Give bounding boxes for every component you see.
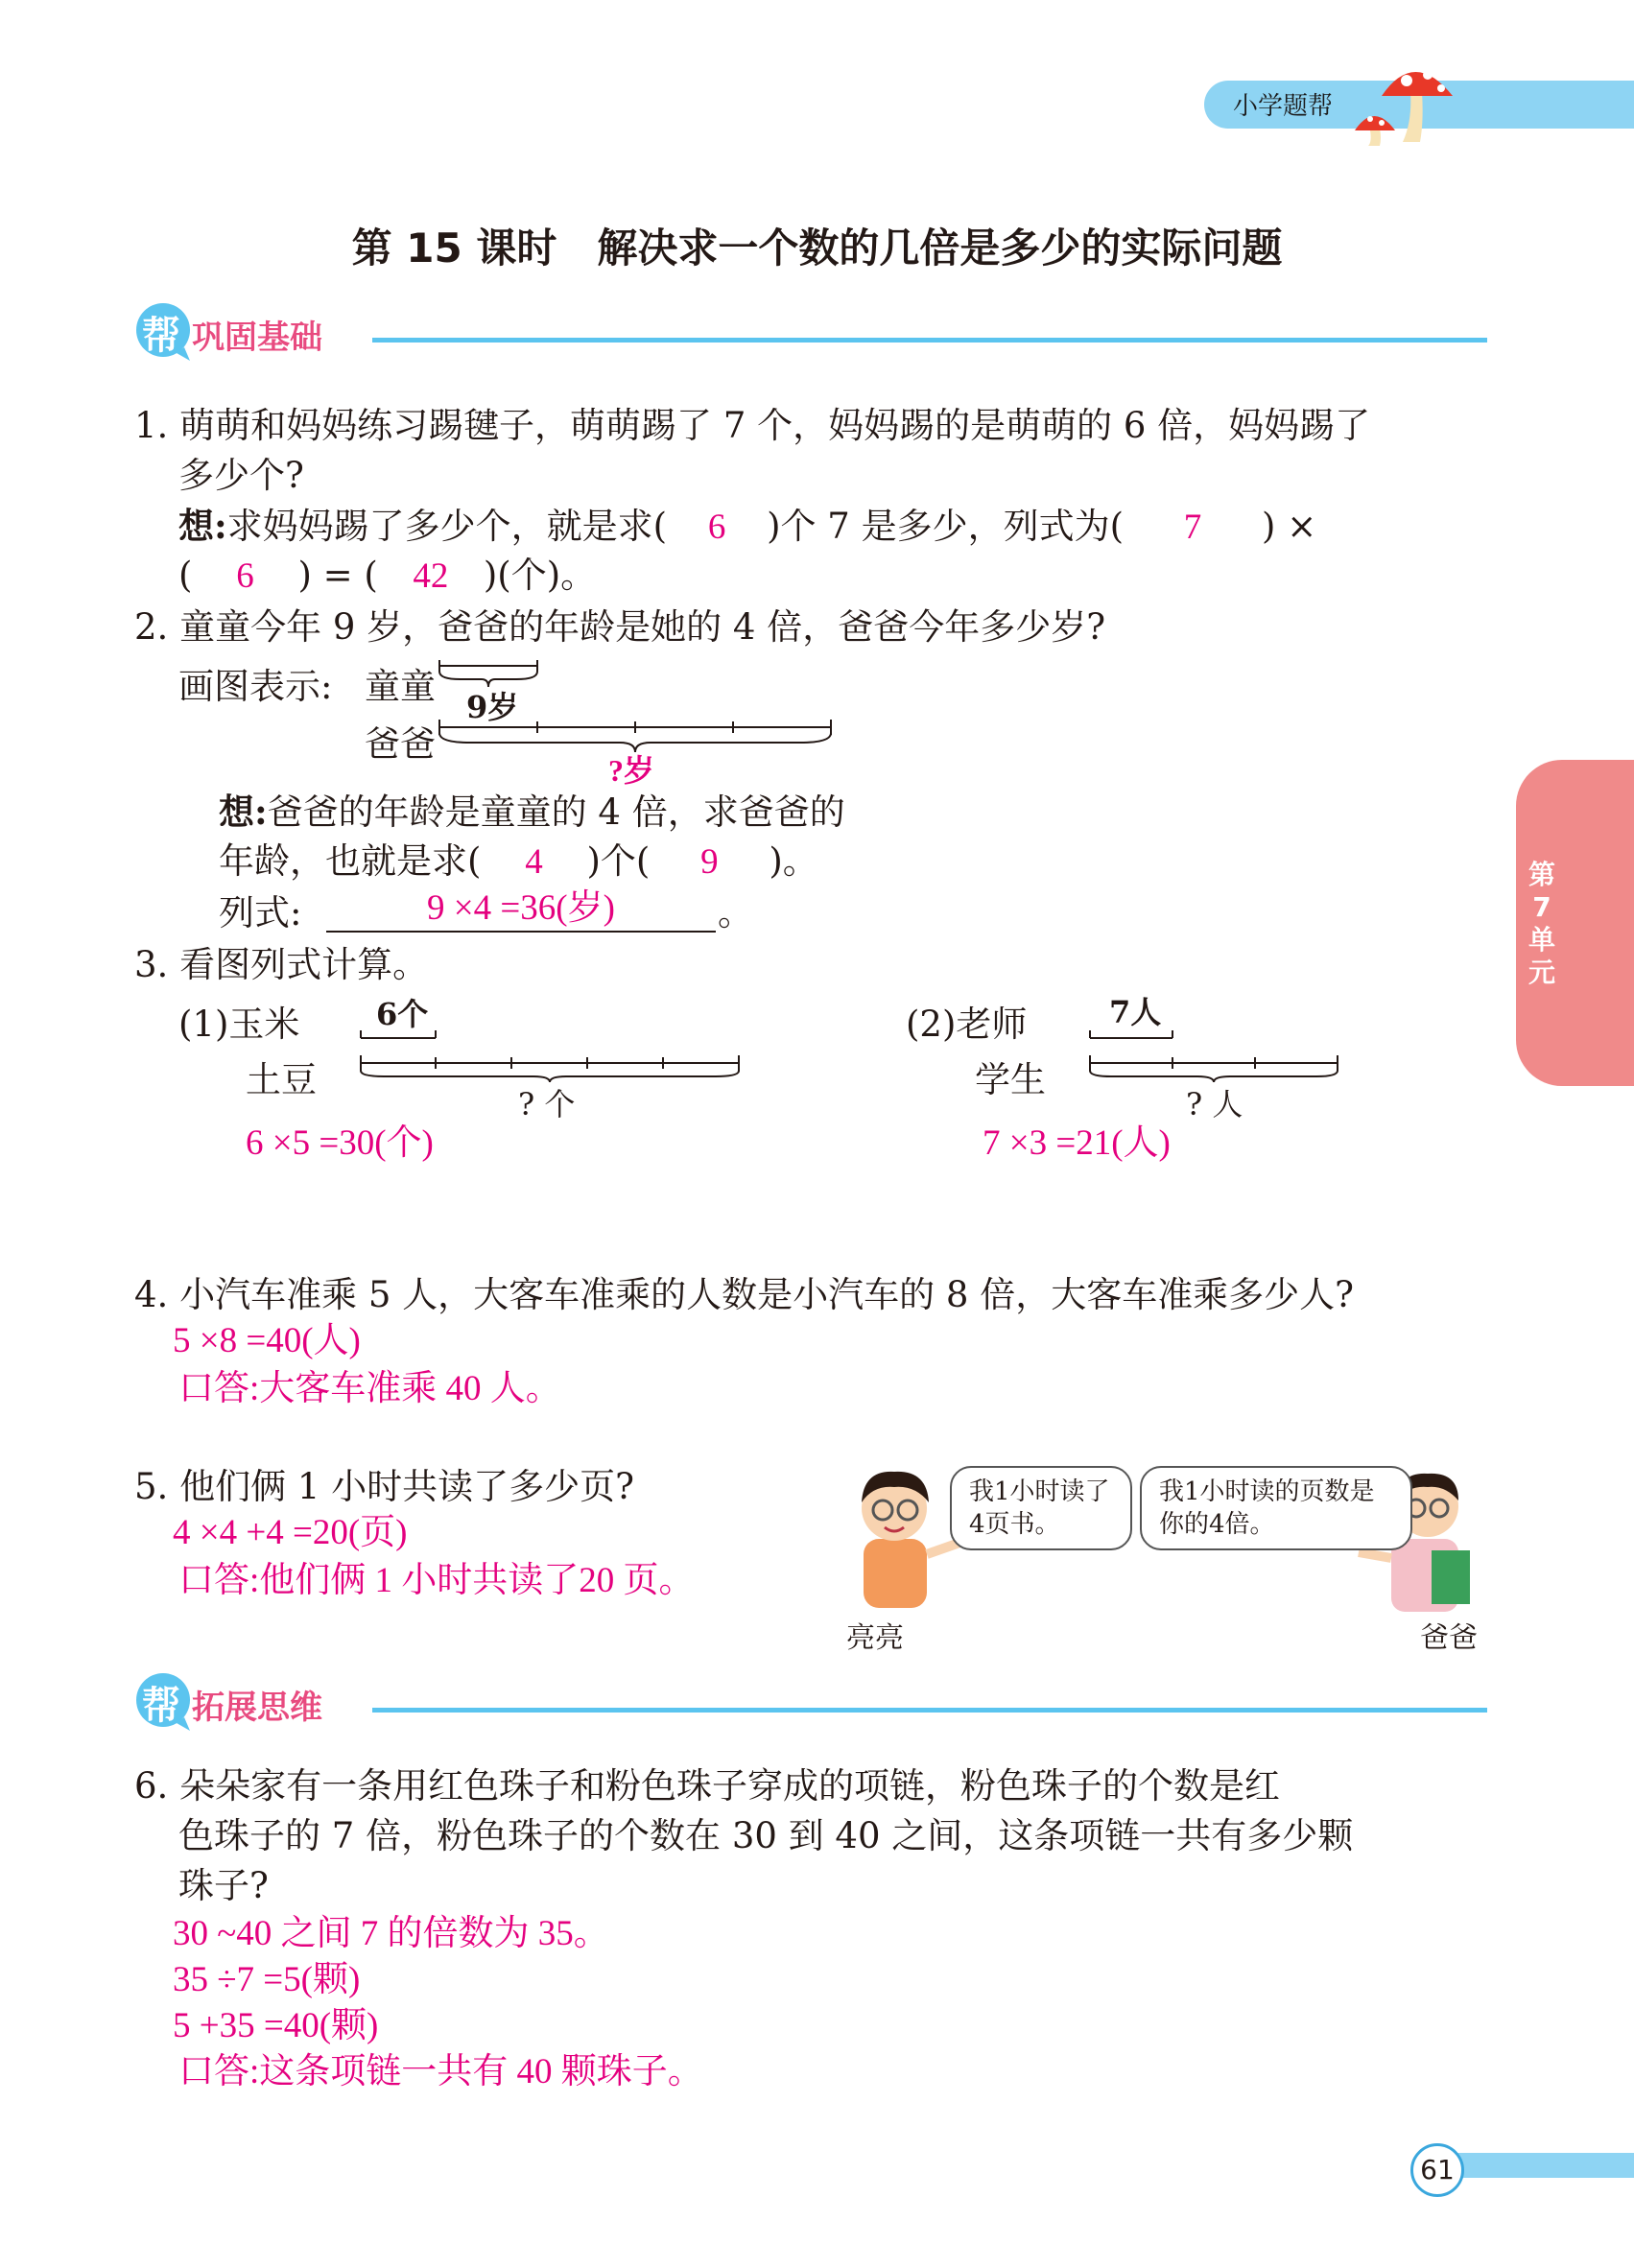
q6-line2: 色珠子的 7 倍，粉色珠子的个数在 30 到 40 之间，这条项链一共有多少颗: [178, 1815, 1354, 1856]
q2-top-label: 9岁: [466, 689, 519, 725]
q3-line1: 3. 看图列式计算。: [134, 944, 429, 985]
q3-p2-diagram: [1084, 1017, 1353, 1084]
q1-text-5: ) = (: [297, 555, 378, 596]
q6-answer-3: 5 +35 =40(颗): [173, 2006, 379, 2045]
q5-answer-1: 4 ×4 +4 =20(页): [173, 1513, 408, 1552]
section-basic-line: [372, 338, 1487, 343]
q2-think-text-1: 爸爸的年龄是童童的 4 倍，求爸爸的: [267, 791, 845, 833]
q1-answer-4: 42: [413, 556, 449, 596]
q2-formula-label: 列式:: [219, 892, 302, 933]
q1-text-4: (: [178, 555, 193, 596]
page-title: 第 15 课时 解决求一个数的几倍是多少的实际问题: [351, 224, 1283, 272]
bubble-baba: 我1小时读的页数是你的4倍。: [1140, 1466, 1412, 1550]
q1-line2: 多少个?: [178, 455, 304, 496]
q3-p1-top-label: 6个: [376, 996, 429, 1032]
q3-p1-label: (1)玉米: [178, 1004, 300, 1045]
q1-think-label: 想:: [178, 505, 227, 547]
q3-p2-bottom-label: ? 人: [1186, 1086, 1243, 1122]
q2-think-text-2a: 年龄，也就是求(: [219, 840, 482, 882]
q1-answer-1: 6: [707, 508, 726, 547]
name-baba: 爸爸: [1420, 1621, 1478, 1655]
q1-text-3: ) ×: [1262, 506, 1317, 547]
page-number: 61: [1410, 2143, 1464, 2197]
q3-p2-answer: 7 ×3 =21(人): [983, 1123, 1171, 1163]
q5-answer-2: 口答:他们俩 1 小时共读了20 页。: [178, 1561, 695, 1600]
q6-answer-1: 30 ~40 之间 7 的倍数为 35。: [173, 1914, 609, 1953]
q1-think-cont: [178, 551, 596, 602]
q2-think-text-2c: )。: [769, 840, 818, 882]
q5-line1: 5. 他们俩 1 小时共读了多少页?: [134, 1466, 634, 1507]
mushroom-icon: [1353, 54, 1458, 146]
q4-answer-2: 口答:大客车准乘 40 人。: [178, 1369, 561, 1408]
q3-p2-label: (2)老师: [906, 1004, 1028, 1045]
q2-answer-1: 4: [525, 842, 543, 882]
q1-answer-3: 6: [236, 556, 254, 596]
q2-formula-end: 。: [718, 892, 753, 933]
brand-label: 小学题帮: [1233, 92, 1334, 121]
bubble-liangliang: 我1小时读了4页书。: [950, 1466, 1132, 1550]
page-number-bar: [1439, 2153, 1634, 2178]
q4-line1: 4. 小汽车准乘 5 人，大客车准乘的人数是小汽车的 8 倍，大客车准乘多少人?: [134, 1274, 1355, 1315]
q3-p1-diagram: [355, 1017, 748, 1084]
q2-draw-label: 画图表示:: [178, 666, 333, 707]
q1-answer-2: 7: [1183, 508, 1202, 547]
q1-text-6: )(个)。: [483, 555, 597, 596]
q2-think-text-2b: )个(: [586, 840, 651, 882]
q2-row-tongtong: 童童: [365, 666, 436, 707]
q3-p2-row2: 学生: [975, 1059, 1046, 1100]
q2-answer-2: 9: [700, 842, 719, 882]
section-extend-label: 拓展思维: [192, 1689, 322, 1727]
q2-bottom-label: ?岁: [608, 753, 655, 788]
section-extend-line: [372, 1708, 1487, 1713]
q6-line3: 珠子?: [178, 1865, 269, 1906]
q2-formula: 9 ×4 =36(岁): [326, 886, 716, 933]
q4-answer-1: 5 ×8 =40(人): [173, 1321, 361, 1360]
section-basic-bang: 帮: [142, 314, 180, 358]
liangliang-illustration-icon: [835, 1458, 969, 1612]
q2-row-baba: 爸爸: [365, 723, 436, 765]
q3-p1-bottom-label: ? 个: [518, 1086, 576, 1122]
q6-answer-4: 口答:这条项链一共有 40 颗珠子。: [178, 2052, 703, 2091]
section-basic-label: 巩固基础: [192, 319, 322, 357]
q3-p2-top-label: 7人: [1109, 994, 1162, 1030]
q1-text-1: 求妈妈踢了多少个，就是求(: [226, 506, 668, 547]
name-liangliang: 亮亮: [846, 1621, 904, 1655]
q1-think: [178, 501, 1316, 553]
q2-think-2: [219, 837, 818, 887]
q1-line1: 1. 萌萌和妈妈练习踢毽子，萌萌踢了 7 个，妈妈踢的是萌萌的 6 倍，妈妈踢了: [134, 405, 1371, 446]
q6-answer-2: 35 ÷7 =5(颗): [173, 1960, 361, 1999]
q2-think-label: 想:: [219, 791, 268, 833]
section-extend-bang: 帮: [142, 1684, 180, 1728]
q6-line1: 6. 朵朵家有一条用红色珠子和粉色珠子穿成的项链，粉色珠子的个数是红: [134, 1765, 1281, 1807]
unit-side-label: 第7单元: [1527, 859, 1555, 988]
q3-p1-answer: 6 ×5 =30(个): [246, 1123, 434, 1163]
q1-text-2: )个 7 是多少，列式为(: [767, 506, 1125, 547]
q3-p1-row2: 土豆: [246, 1059, 317, 1100]
q2-line1: 2. 童童今年 9 岁，爸爸的年龄是她的 4 倍，爸爸今年多少岁?: [134, 606, 1106, 648]
q2-think-1: [219, 787, 845, 838]
